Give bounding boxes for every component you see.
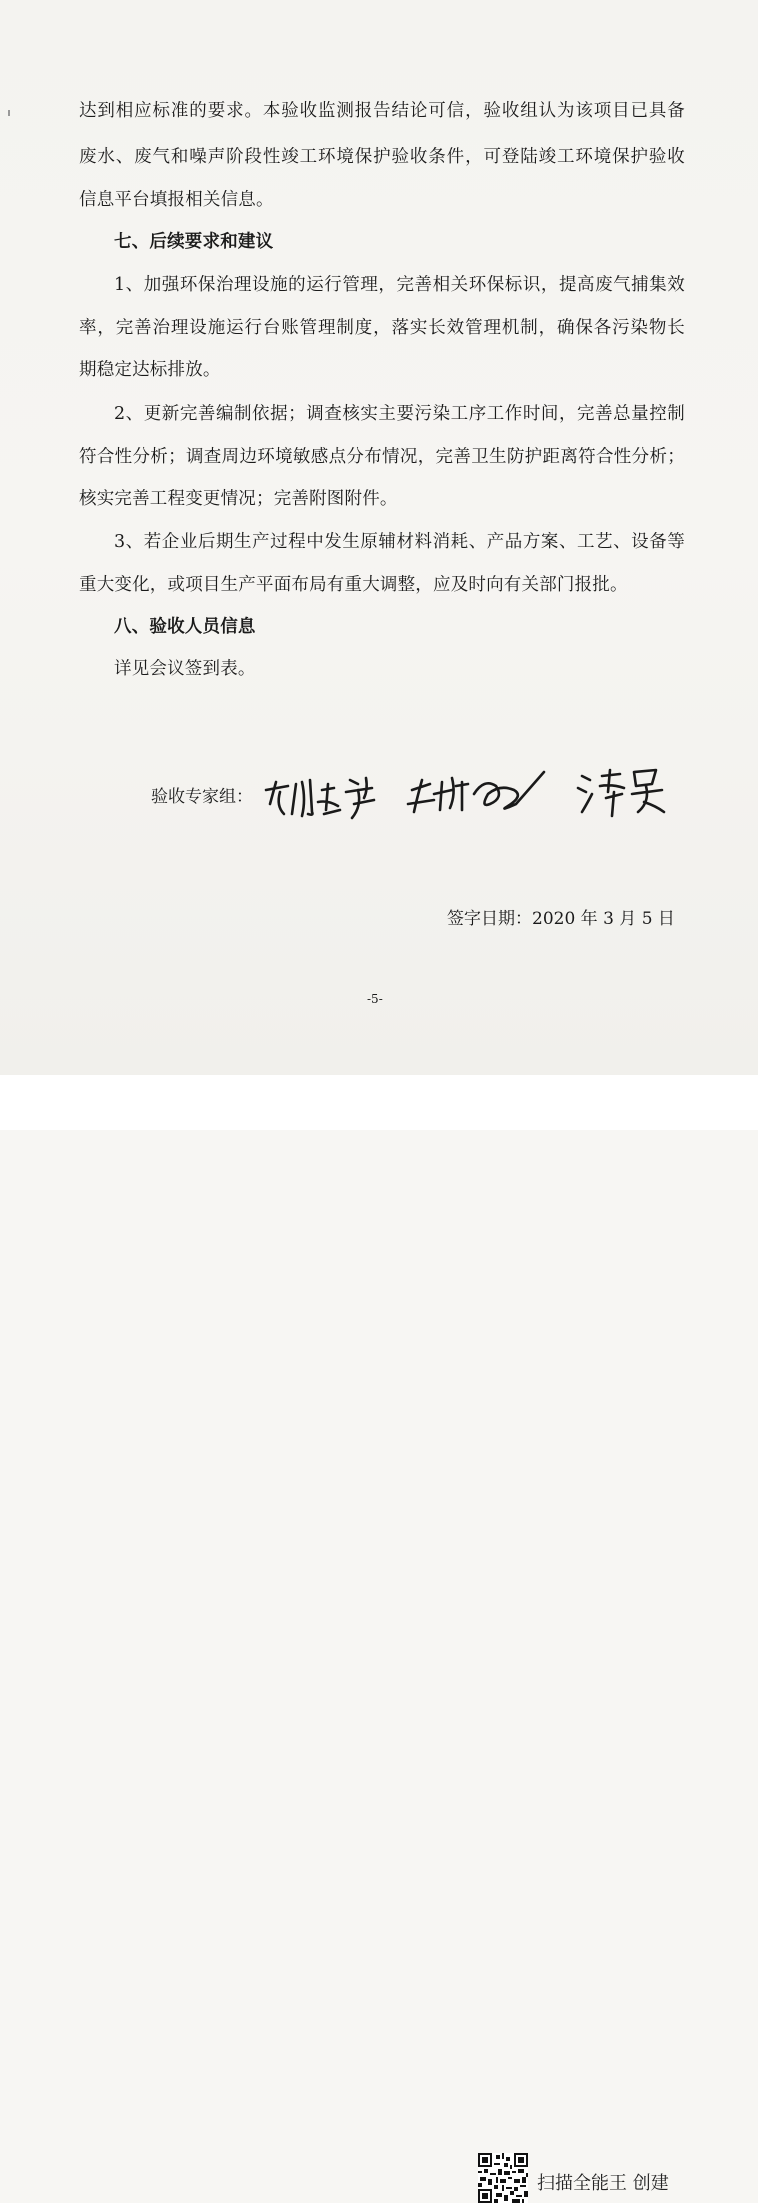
scanner-footer bbox=[0, 1075, 758, 2194]
section-heading-7: 七、后续要求和建议 bbox=[114, 232, 274, 252]
paragraph-line: 核实完善工程变更情况；完善附图附件。 bbox=[79, 489, 398, 509]
paragraph-line: 废水、废气和噪声阶段性竣工环境保护验收条件，可登陆竣工环境保护验收 bbox=[79, 147, 685, 167]
paragraph-line: 期稳定达标排放。 bbox=[79, 360, 221, 380]
signature-1 bbox=[262, 770, 392, 825]
paragraph-line: 详见会议签到表。 bbox=[114, 659, 256, 679]
document-page bbox=[0, 0, 758, 1075]
paragraph-line: 3、若企业后期生产过程中发生原辅材料消耗、产品方案、工艺、设备等 bbox=[114, 532, 685, 552]
scanner-watermark: 扫描全能王 创建 bbox=[537, 2173, 669, 2194]
paragraph-line: 率，完善治理设施运行台账管理制度，落实长效管理机制，确保各污染物长 bbox=[79, 318, 685, 338]
qr-code-icon bbox=[478, 2153, 528, 2203]
paragraph-line: 2、更新完善编制依据；调查核实主要污染工序工作时间，完善总量控制 bbox=[114, 404, 685, 424]
section-heading-8: 八、验收人员信息 bbox=[114, 617, 256, 637]
sign-date: 签字日期：2020 年 3 月 5 日 bbox=[447, 909, 675, 929]
signature-3 bbox=[572, 762, 672, 822]
signature-2 bbox=[404, 764, 554, 824]
page-number: -5- bbox=[367, 992, 383, 1006]
signature-label: 验收专家组： bbox=[151, 787, 253, 807]
paragraph-line: 符合性分析；调查周边环境敏感点分布情况，完善卫生防护距离符合性分析； bbox=[79, 447, 685, 467]
paragraph-line: 达到相应标准的要求。本验收监测报告结论可信，验收组认为该项目已具备 bbox=[79, 101, 685, 121]
margin-mark bbox=[8, 110, 10, 116]
paragraph-line: 信息平台填报相关信息。 bbox=[79, 190, 274, 210]
paragraph-line: 重大变化，或项目生产平面布局有重大调整，应及时向有关部门报批。 bbox=[79, 575, 628, 595]
paragraph-line: 1、加强环保治理设施的运行管理，完善相关环保标识，提高废气捕集效 bbox=[114, 275, 685, 295]
